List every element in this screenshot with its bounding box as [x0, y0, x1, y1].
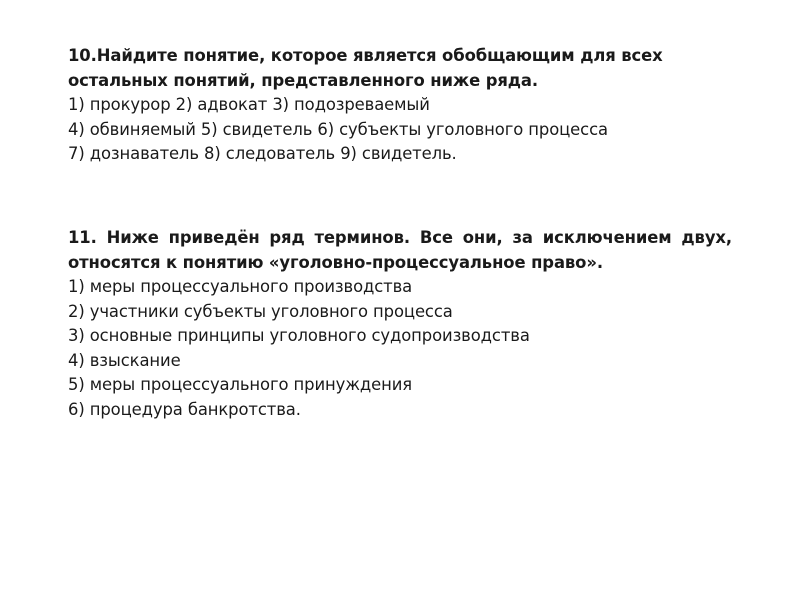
question-10-option-line-3: 7) дознаватель 8) следователь 9) свидетель.	[68, 144, 457, 163]
question-10-title: 10.Найдите понятие, которое является обобщающим для всех остальных понятий, представленного ниже ряда.	[68, 46, 663, 90]
question-11-option-2: 2) участники субъекты уголовного процесса	[68, 301, 453, 321]
question-11-title: 11. Ниже приведён ряд терминов. Все они, за исключением двух, относятся к понятию «уголовно-процессуальное право».	[68, 228, 732, 272]
question-10	[68, 44, 732, 167]
question-10-option-line-2: 4) обвиняемый 5) свидетель 6) субъекты уголовного процесса	[68, 119, 608, 139]
question-11-option-3: 3) основные принципы уголовного судопроизводства	[68, 326, 530, 345]
question-10-options	[68, 93, 732, 167]
slide-content	[68, 0, 732, 600]
question-11-option-4: 4) взыскание	[68, 350, 181, 370]
question-11-option-1: 1) меры процессуального производства	[68, 277, 413, 296]
question-11-options	[68, 275, 732, 422]
question-11-option-6: 6) процедура банкротства.	[68, 399, 301, 419]
question-11-option-5: 5) меры процессуального принуждения	[68, 375, 413, 394]
question-11	[68, 226, 732, 422]
question-10-option-line-1: 1) прокурор 2) адвокат 3) подозреваемый	[68, 95, 430, 114]
